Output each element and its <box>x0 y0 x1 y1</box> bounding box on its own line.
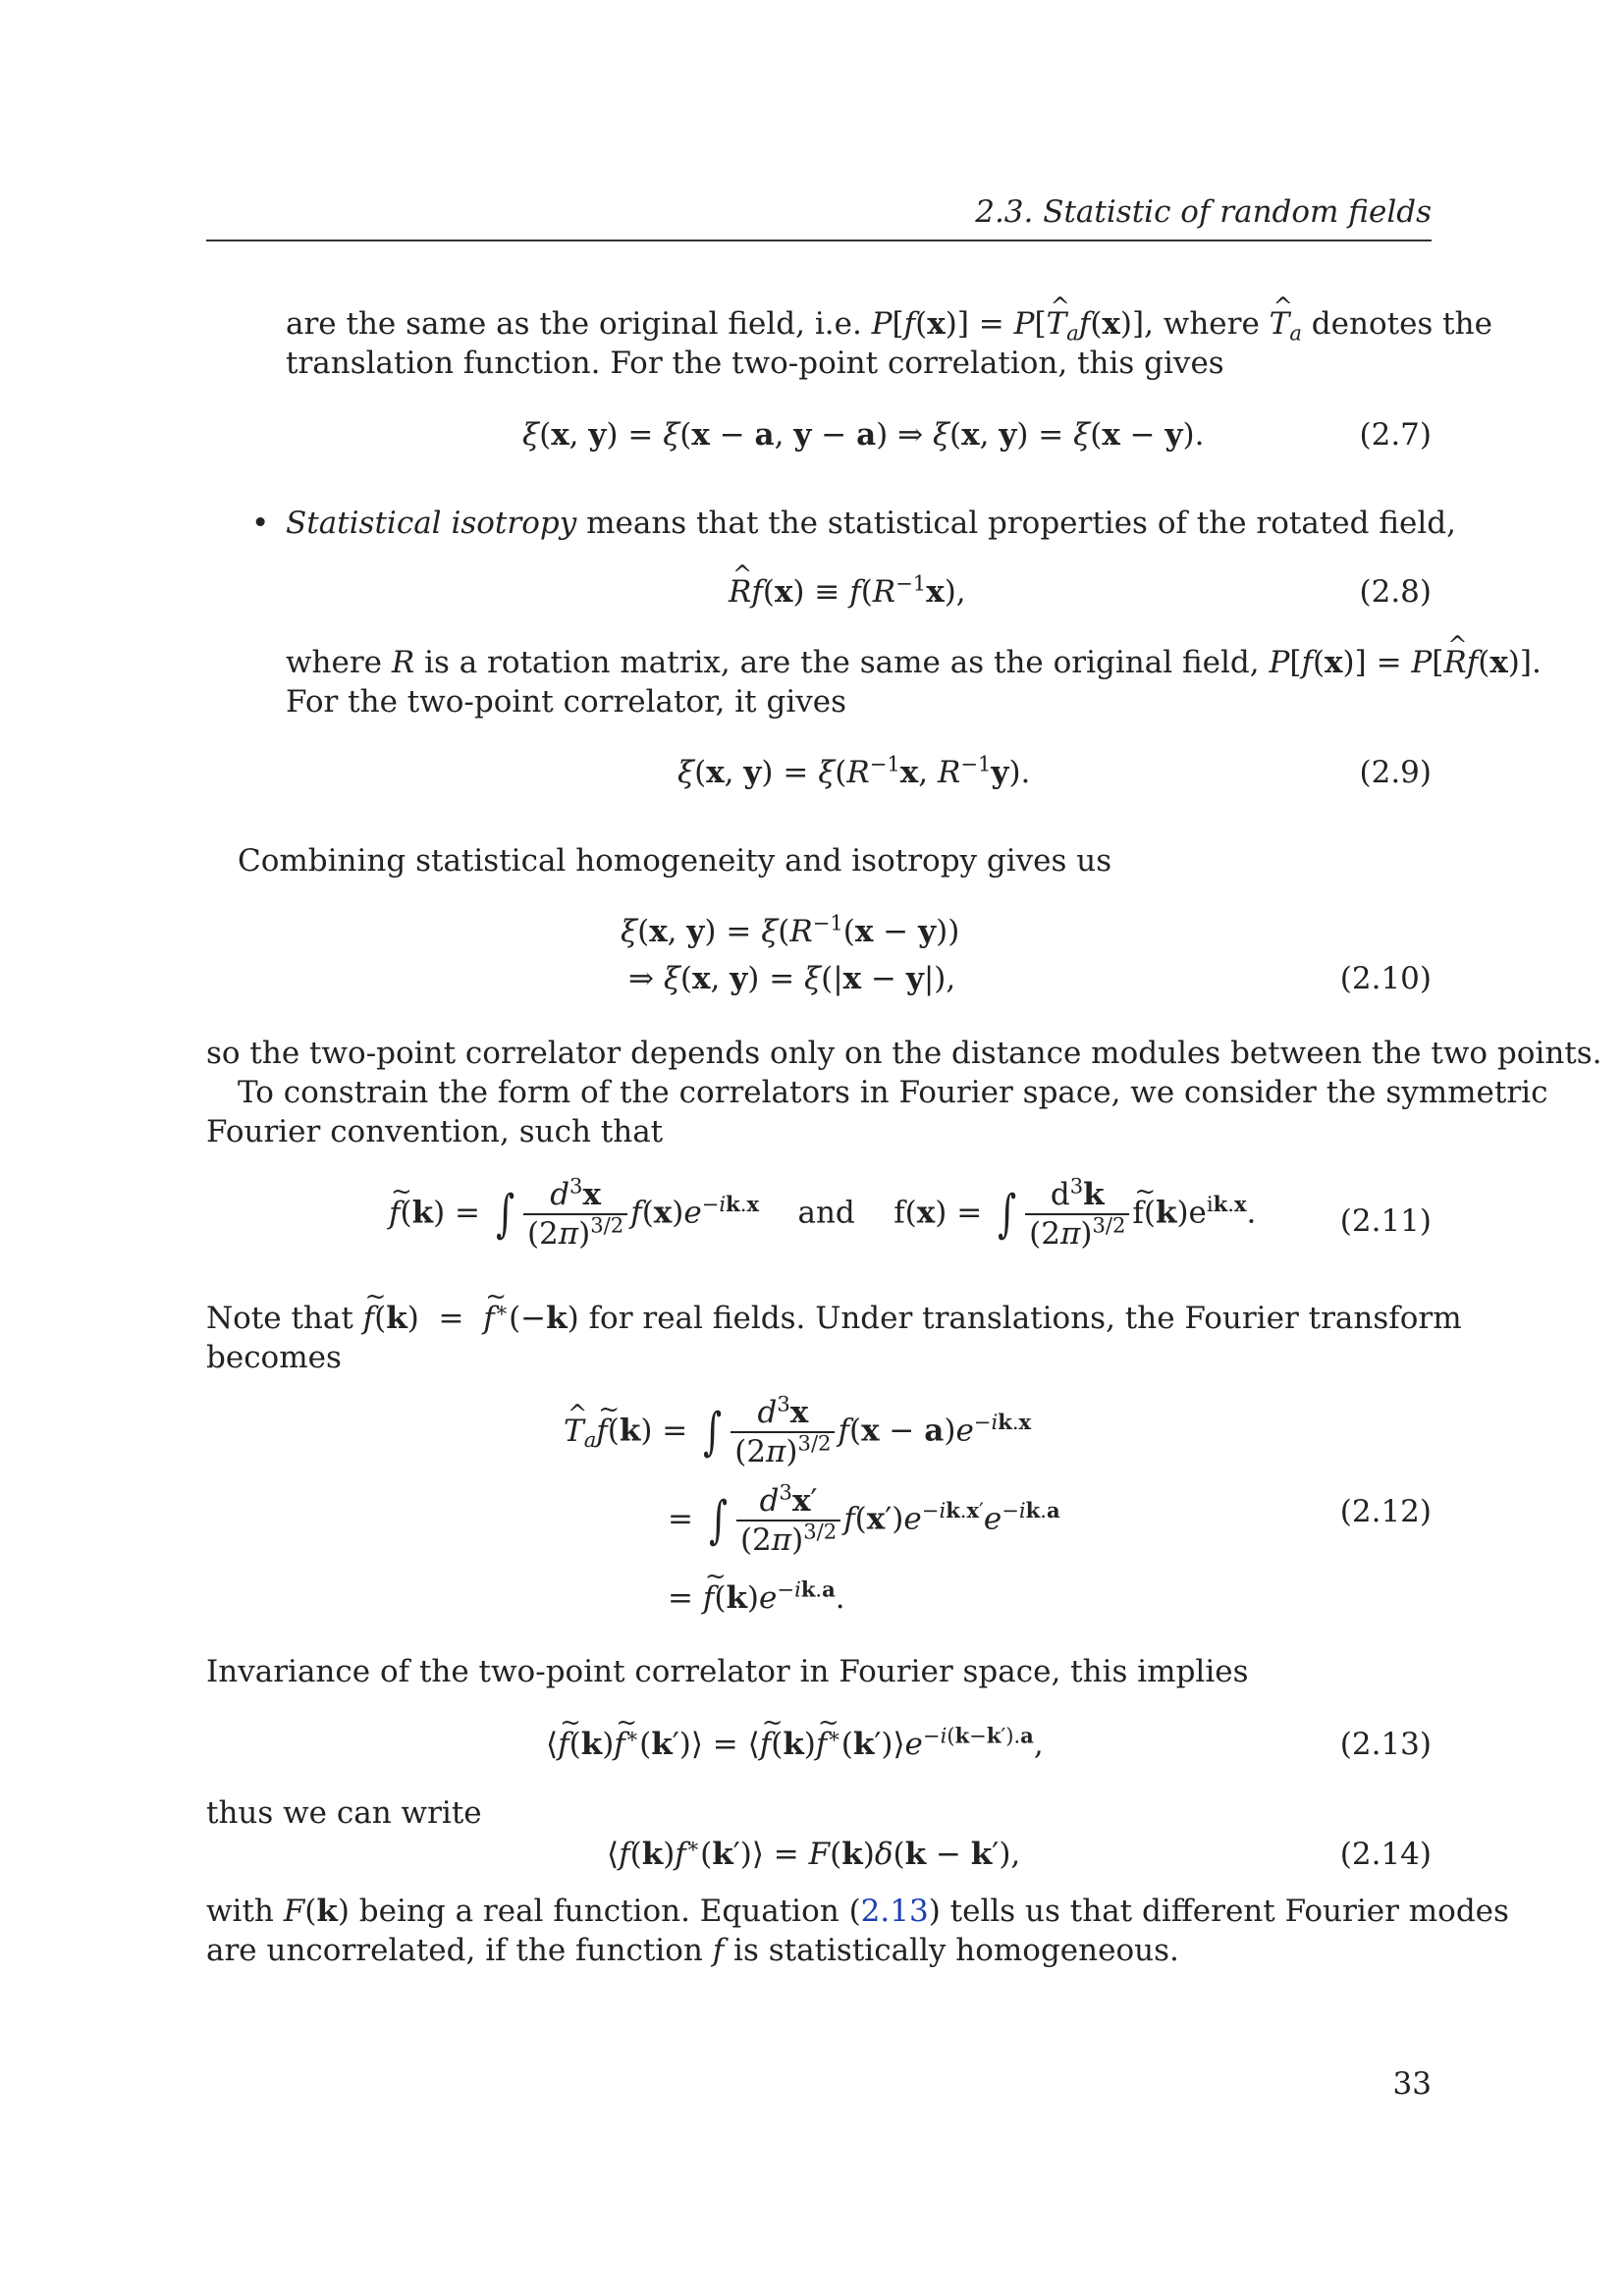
equation-2-14: ⟨f(k)f∗(k′)⟩ = F(k)δ(k − k′), <box>607 1833 1021 1872</box>
equation-2-12-line3: = ~ $f(k)e^{-ik.a}$. <box>668 1578 845 1618</box>
equation-number: (2.10) <box>1339 961 1432 996</box>
equation-2-9: ξ(x, $y) = \xi(R^{-1}x$, $R^{-1}y$). <box>677 751 1031 790</box>
paragraph-line: with F(k) being a real function. Equation (2.13) tells us that different Fourier modes <box>206 1894 1509 1929</box>
equation-number: (2.11) <box>1339 1203 1432 1239</box>
equation-number: (2.14) <box>1339 1837 1432 1872</box>
text-span: where <box>286 645 383 680</box>
text-span: with <box>206 1894 274 1929</box>
equation-number: (2.13) <box>1339 1727 1432 1762</box>
text-span: is a rotation matrix, are the same as the original field, <box>424 645 1260 680</box>
paragraph-line: thus we can write <box>206 1795 482 1831</box>
paragraph-line: Fourier convention, such that <box>206 1114 664 1149</box>
equation-number: (2.7) <box>1359 417 1432 453</box>
paragraph-line: are the same as the original field, i.e. P[f(x)] = P[^ $T_af(x)$], where ^ $T_a$ denotes the <box>286 304 1492 344</box>
equation-number: (2.8) <box>1359 574 1432 610</box>
equation-number: (2.9) <box>1359 755 1432 790</box>
equation-2-10-line2: ⇒ ξ(x, y) = ξ(|x − y|), <box>628 961 956 996</box>
text-span: Note that <box>206 1301 353 1336</box>
paragraph-line: where R is a rotation matrix, are the same as the original field, P[f(x)] = P[^ Rf(x)]. <box>286 643 1542 682</box>
text-span: being a real function. Equation <box>358 1894 839 1929</box>
paragraph-line: translation function. For the two-point correlation, this gives <box>286 346 1224 381</box>
text-span: is statistically homogeneous. <box>733 1933 1179 1968</box>
text-span: means that the statistical properties of the rotated field, <box>586 506 1456 541</box>
text-span: and <box>797 1195 855 1231</box>
equation-2-10-line1: ξ(x, $y) = \xi(R^{-1}(x - y))$ <box>621 910 960 949</box>
equation-2-11: ~ f(k) = ∫ $\frac{d^3x}{(2\pi)^{3/2}}$ $f(x)e^{-ik.x}$ and f(x) = ∫ $\frac{d^3k}{(2\pi)^{3/2}}$ ~ $f(k)e^{ik.x}$. <box>389 1176 1256 1253</box>
paragraph-line: are uncorrelated, if the function f is statistically homogeneous. <box>206 1933 1179 1968</box>
header-rule <box>206 240 1432 241</box>
bullet-marker: • <box>251 506 270 541</box>
paragraph-line <box>286 504 1456 543</box>
text-span: tells us that different Fourier modes <box>949 1894 1509 1929</box>
equation-reference-link[interactable]: 2.13 <box>860 1894 929 1929</box>
paragraph-line: Combining statistical homogeneity and isotropy gives us <box>238 843 1112 879</box>
equation-2-12-line1: ^ $T_a\sim$ f(k) = ∫ $\frac{d^3x}{(2\pi)^{3/2}}$ $f(x - a)e^{-ik.x}$ <box>564 1394 1031 1470</box>
text-span: are the same as the original field, i.e. <box>286 306 862 342</box>
paragraph-line: Note that ~ f(k) = ~ f∗(−k) for real fields. Under translations, the Fourier transform <box>206 1299 1462 1338</box>
equation-2-7: ξ(x, y) = ξ(x − a, y − a) ⇒ ξ(x, y) = ξ(x − y). <box>522 417 1205 453</box>
text-span: denotes the <box>1311 306 1492 342</box>
equation-2-8: ^ $Rf(x) \equiv f(R^{-1}x)$, <box>729 572 966 612</box>
equation-number: (2.12) <box>1339 1494 1432 1529</box>
emphasis-text: Statistical isotropy <box>286 506 577 541</box>
running-header: 2.3. Statistic of random fields <box>975 194 1432 230</box>
paragraph-line: becomes <box>206 1340 342 1375</box>
equation-2-13: ⟨~ f(k)~ f∗(k′)⟩ = ⟨~ f(k)~ $f^∗(k')⟩e^{-i(k-k').a}$, <box>546 1725 1044 1764</box>
paragraph-line: For the two-point correlator, it gives <box>286 684 847 720</box>
text-span: are uncorrelated, if the function <box>206 1933 703 1968</box>
paragraph-line: Invariance of the two-point correlator in Fourier space, this implies <box>206 1654 1249 1689</box>
paragraph-line: To constrain the form of the correlators in Fourier space, we consider the symmetric <box>238 1075 1548 1110</box>
paragraph-line: so the two-point correlator depends only on the distance modules between the two points. <box>206 1036 1602 1071</box>
equation-2-12-line2: = ∫ $\frac{d^3x'}{(2\pi)^{3/2}}$ $f(x')e^{-ik.x'}e^{-ik.a}$ <box>668 1479 1060 1558</box>
text-span: for real fields. Under translations, the Fourier transform <box>588 1301 1462 1336</box>
page-number: 33 <box>1392 2066 1432 2102</box>
